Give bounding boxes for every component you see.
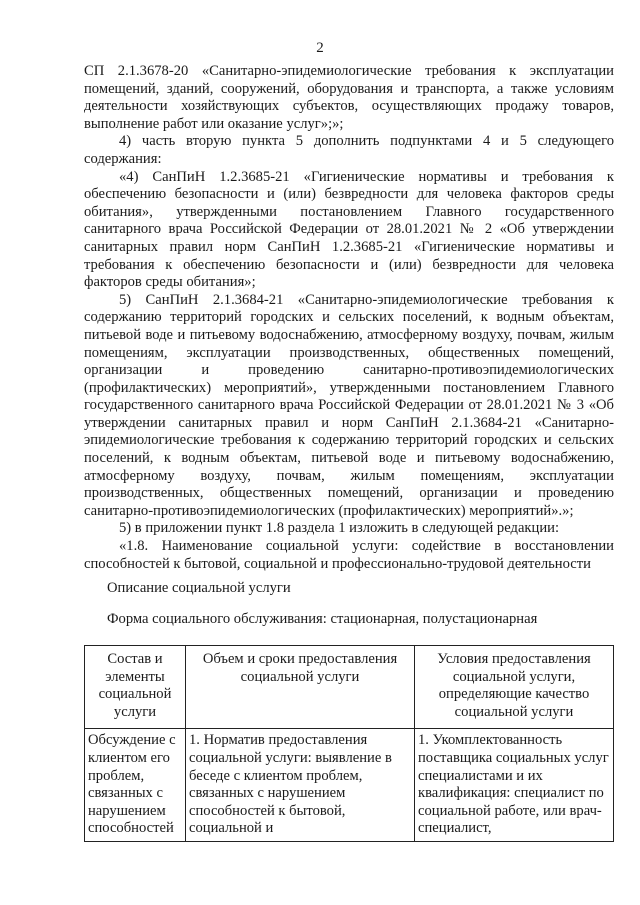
table-header-cell: Состав и элементы социальной услуги (85, 646, 186, 729)
table-header-cell: Объем и сроки предоставления социальной услуги (186, 646, 415, 729)
paragraph-1-8-service-name: «1.8. Наименование социальной услуги: содействие в восстановлении способностей к бытовой, социальной и профессионально-трудовой деятельности (84, 538, 614, 572)
table-cell: 1. Укомплектованность поставщика социальных услуг специалистами и их квалификация: специалист по социальной работе, или врач-специалист, (415, 729, 614, 842)
table-header-row (85, 646, 614, 729)
table-cell: 1. Норматив предоставления социальной услуги: выявление в беседе с клиентом проблем, связанных с нарушением способностей к бытовой, социальной и (186, 729, 415, 842)
table-header-cell: Условия предоставления социальной услуги, определяющие качество социальной услуги (415, 646, 614, 729)
table-cell: Обсуждение с клиентом его проблем, связанных с нарушением способностей (85, 729, 186, 842)
paragraph-sp-continuation: СП 2.1.3678-20 «Санитарно-эпидемиологические требования к эксплуатации помещений, зданий, сооружений, оборудования и транспорта, а также условиям деятельности хозяйствующих субъектов, осуществляющих продажу товаров, выполнение работ или оказание услуг»;»; (84, 63, 614, 132)
page-number: 2 (316, 40, 324, 56)
paragraph-sanpin-2-1-3684: 5) СанПиН 2.1.3684-21 «Санитарно-эпидемиологические требования к содержанию территорий городских и сельских поселений, к водным объектам, питьевой воде и питьевому водоснабжению, атмосферному воздуху, почвам, жилым помещениям, эксплуатации производственных, общественных помещений, организации и проведению санитарно-противоэпидемиологических (профилактических) мероприятий», утвержденными постановлением Главного государственного санитарного врача Российской Федерации от 28.01.2021 № 3 «Об утверждении санитарных правил и норм СанПиН 2.1.3684-21 «Санитарно-эпидемиологические требования к содержанию территорий городских и сельских поселений, к водным объектам, питьевой воде и питьевому водоснабжению, атмосферному воздуху, почвам, жилым помещениям, эксплуатации производственных, общественных помещений, организации и проведению санитарно-противоэпидемиологических (профилактических) мероприятий».»; (84, 291, 614, 519)
paragraph-sanpin-1-2-3685: «4) СанПиН 1.2.3685-21 «Гигиенические нормативы и требования к обеспечению безопасности и (или) безвредности для человека факторов среды обитания», утвержденными постановлением Главного государственного санитарного врача Российской Федерации от 28.01.2021 № 2 «Об утверждении санитарных правил норм СанПиН 1.2.3685-21 «Гигиенические нормативы и требования к обеспечению безопасности и (или) безвредности для человека факторов среды обитания»; (84, 168, 614, 291)
service-table (84, 645, 614, 842)
description-heading: Описание социальной услуги (107, 580, 291, 596)
service-form-line: Форма социального обслуживания: стационарная, полустационарная (107, 611, 538, 627)
paragraph-item-5: 5) в приложении пункт 1.8 раздела 1 изложить в следующей редакции: (119, 520, 559, 537)
paragraph-item-4: 4) часть вторую пункта 5 дополнить подпунктами 4 и 5 следующего содержания: (84, 133, 614, 167)
body-text (84, 63, 614, 573)
table-row (85, 729, 614, 842)
